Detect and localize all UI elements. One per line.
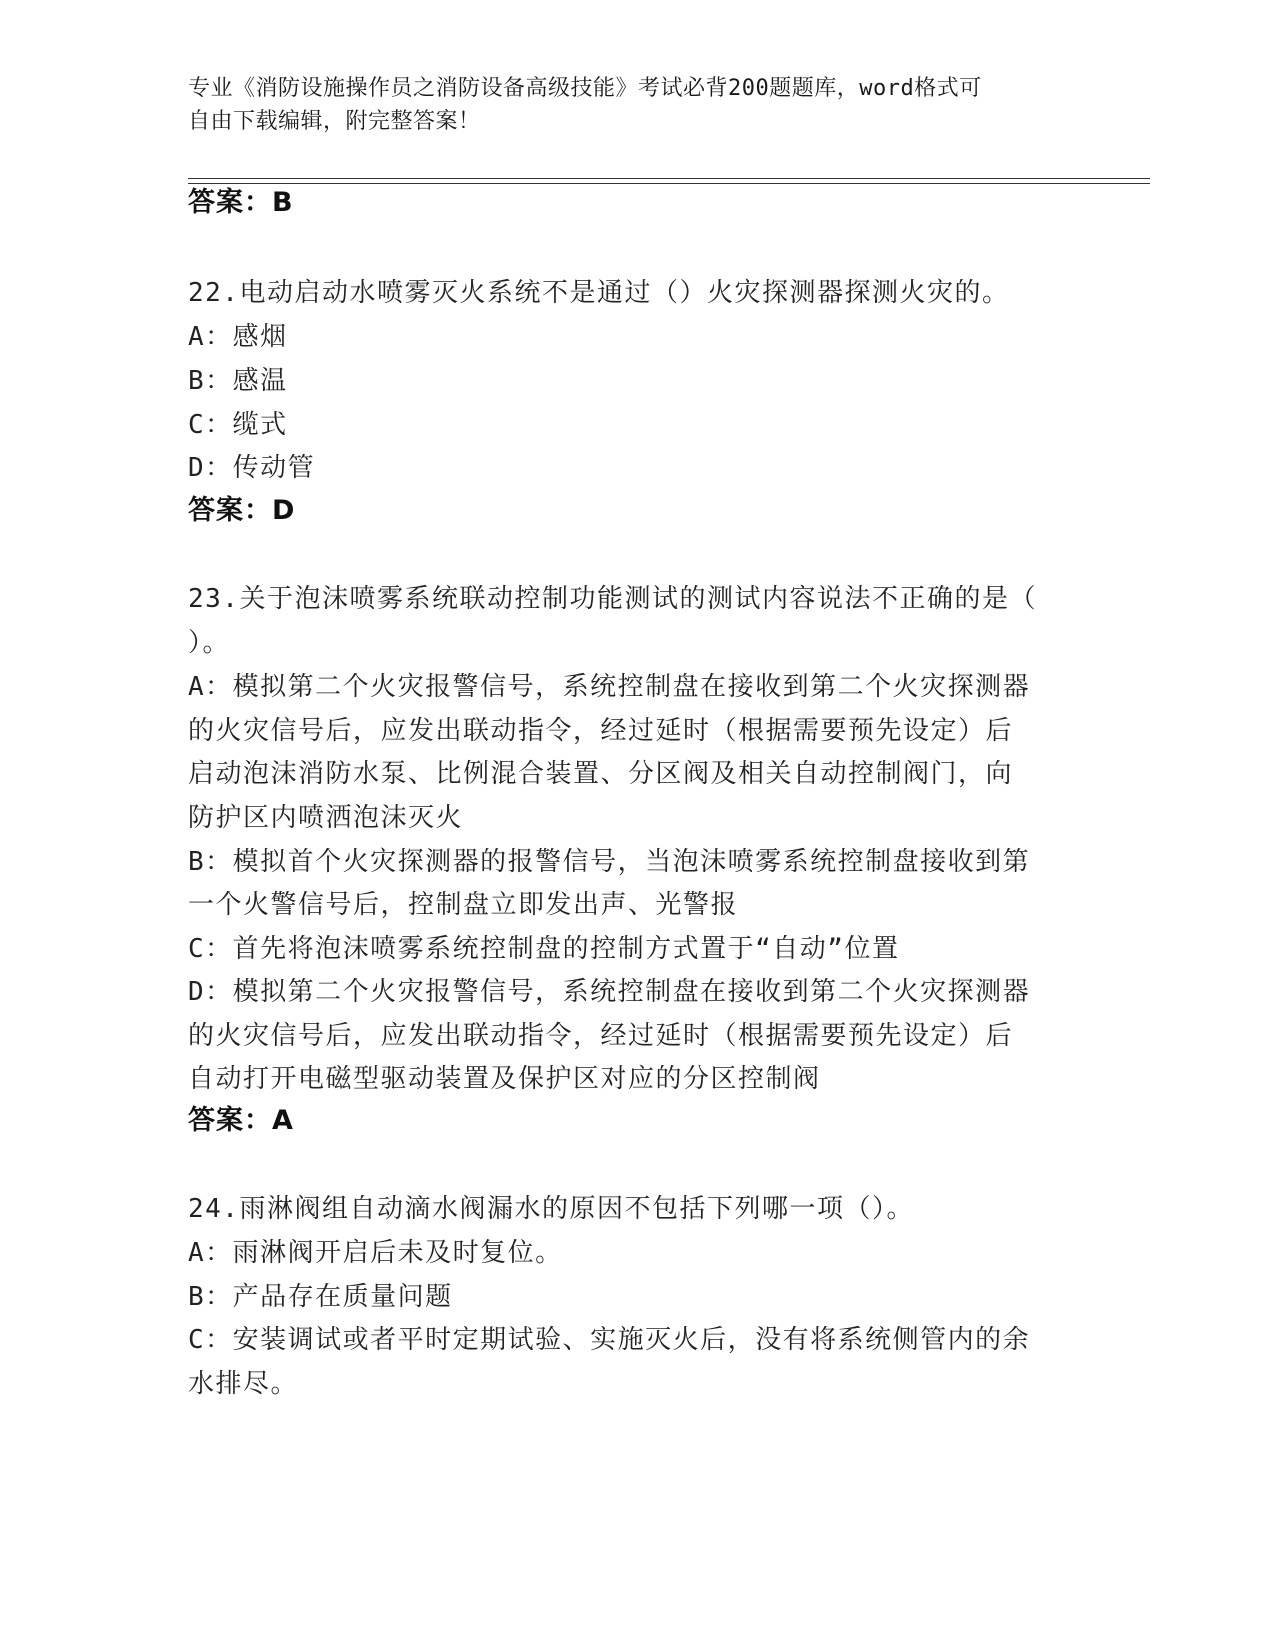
q22-option-d: D：传动管 (188, 453, 316, 483)
page-header (188, 72, 1068, 138)
q23-stem-line-1: 23.关于泡沫喷雾系统联动控制功能测试的测试内容说法不正确的是（ (188, 584, 1037, 614)
q23-option-a-line-3: 启动泡沫消防水泵、比例混合装置、分区阀及相关自动控制阀门，向 (188, 759, 1014, 789)
q24-option-c-line-1: C：安装调试或者平时定期试验、实施灭火后，没有将系统侧管内的余 (188, 1325, 1031, 1355)
header-divider-top (188, 178, 1150, 179)
q22-stem: 22.电动启动水喷雾灭火系统不是通过（）火灾探测器探测火灾的。 (188, 278, 1010, 308)
q22-option-b: B：感温 (188, 366, 288, 396)
q23-option-b-line-2: 一个火警信号后，控制盘立即发出声、光警报 (188, 890, 739, 920)
q23-option-a-line-4: 防护区内喷洒泡沫灭火 (188, 803, 464, 833)
header-line-2: 自由下载编辑，附完整答案！ (188, 109, 481, 134)
q22-option-c: C：缆式 (188, 410, 288, 440)
q24-option-c-line-2: 水排尽。 (188, 1369, 299, 1399)
previous-answer: 答案：B (188, 187, 294, 218)
q24-stem: 24.雨淋阀组自动滴水阀漏水的原因不包括下列哪一项（）。 (188, 1194, 914, 1224)
q22-answer: 答案：D (188, 495, 296, 526)
q24-option-b: B：产品存在质量问题 (188, 1282, 453, 1312)
q22-option-a: A：感烟 (188, 322, 288, 352)
q23-option-a-line-1: A：模拟第二个火灾报警信号，系统控制盘在接收到第二个火灾探测器 (188, 672, 1031, 702)
q24-option-a: A：雨淋阀开启后未及时复位。 (188, 1238, 563, 1268)
q23-stem-line-2: ）。 (188, 628, 231, 658)
q23-option-d-line-3: 自动打开电磁型驱动装置及保护区对应的分区控制阀 (188, 1064, 821, 1094)
q23-answer: 答案：A (188, 1105, 294, 1136)
q23-option-a-line-2: 的火灾信号后，应发出联动指令，经过延时（根据需要预先设定）后 (188, 716, 1014, 746)
header-line-1: 专业《消防设施操作员之消防设备高级技能》考试必背200题题库，word格式可 (188, 76, 982, 101)
q23-option-d-line-2: 的火灾信号后，应发出联动指令，经过延时（根据需要预先设定）后 (188, 1021, 1014, 1051)
q23-option-d-line-1: D：模拟第二个火灾报警信号，系统控制盘在接收到第二个火灾探测器 (188, 977, 1031, 1007)
header-divider-bottom (188, 183, 1150, 184)
q23-option-c-line-1: C：首先将泡沫喷雾系统控制盘的控制方式置于“自动”位置 (188, 934, 900, 964)
q23-option-b-line-1: B：模拟首个火灾探测器的报警信号，当泡沫喷雾系统控制盘接收到第 (188, 847, 1031, 877)
